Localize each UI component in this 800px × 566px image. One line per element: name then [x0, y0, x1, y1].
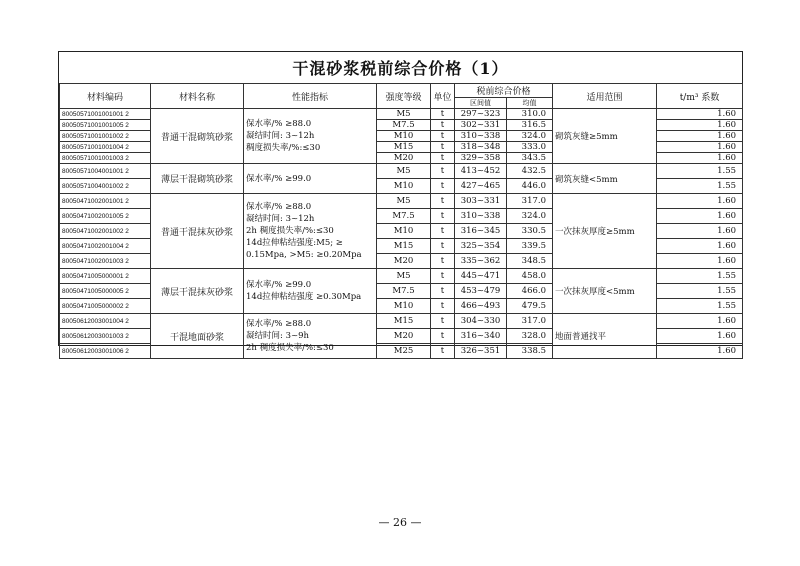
material-code-cell: 80050571001001003 2 [60, 153, 151, 164]
grade-cell: M10 [377, 131, 431, 142]
grade-cell: M7.5 [377, 120, 431, 131]
range-cell: 445~471 [455, 269, 507, 284]
coefficient-cell: 1.60 [657, 194, 743, 209]
material-code-cell: 80050571004001001 2 [60, 164, 151, 179]
table-row [60, 269, 743, 284]
performance-cell: 保水率/% ≥88.0 凝结时间: 3~9h 2h 稠度损失率/%:≤30 [244, 314, 377, 359]
table-row [60, 194, 743, 209]
coefficient-cell: 1.55 [657, 179, 743, 194]
header-grade: 强度等级 [377, 84, 431, 109]
unit-cell: t [431, 239, 455, 254]
grade-cell: M20 [377, 254, 431, 269]
range-cell: 453~479 [455, 284, 507, 299]
coefficient-cell: 1.55 [657, 164, 743, 179]
unit-cell: t [431, 209, 455, 224]
coefficient-cell: 1.60 [657, 239, 743, 254]
grade-cell: M5 [377, 164, 431, 179]
range-cell: 316~340 [455, 329, 507, 344]
material-code-cell: 80050571001001004 2 [60, 142, 151, 153]
material-name-cell: 薄层干混砌筑砂浆 [151, 164, 244, 194]
unit-cell: t [431, 224, 455, 239]
mean-cell: 348.5 [507, 254, 553, 269]
grade-cell: M25 [377, 344, 431, 359]
mean-cell: 432.5 [507, 164, 553, 179]
unit-cell: t [431, 299, 455, 314]
range-cell: 302~331 [455, 120, 507, 131]
coefficient-cell: 1.60 [657, 120, 743, 131]
material-code-cell: 80050471005000001 2 [60, 269, 151, 284]
scope-cell: 砌筑灰缝<5mm [553, 164, 657, 194]
unit-cell: t [431, 194, 455, 209]
header-perf: 性能指标 [244, 84, 377, 109]
range-cell: 326~351 [455, 344, 507, 359]
mean-cell: 324.0 [507, 209, 553, 224]
mean-cell: 466.0 [507, 284, 553, 299]
material-name-cell: 干混地面砂浆 [151, 314, 244, 359]
material-name-cell: 普通干混砌筑砂浆 [151, 109, 244, 164]
coefficient-cell: 1.60 [657, 344, 743, 359]
mean-cell: 458.0 [507, 269, 553, 284]
table-row [60, 164, 743, 179]
unit-cell: t [431, 131, 455, 142]
table-title: 干混砂浆税前综合价格（1） [59, 52, 742, 84]
mean-cell: 339.5 [507, 239, 553, 254]
material-code-cell: 80050471002001004 2 [60, 239, 151, 254]
mean-cell: 338.5 [507, 344, 553, 359]
range-cell: 316~345 [455, 224, 507, 239]
scope-cell: 砌筑灰缝≥5mm [553, 109, 657, 164]
coefficient-cell: 1.60 [657, 153, 743, 164]
unit-cell: t [431, 329, 455, 344]
mean-cell: 310.0 [507, 109, 553, 120]
mean-cell: 446.0 [507, 179, 553, 194]
page-number: — 26 — [378, 516, 422, 529]
range-cell: 310~338 [455, 131, 507, 142]
header-coef: t/m³ 系数 [657, 84, 743, 109]
scope-cell: 一次抹灰厚度<5mm [553, 269, 657, 314]
performance-cell: 保水率/% ≥99.0 [244, 164, 377, 194]
unit-cell: t [431, 109, 455, 120]
header-name: 材料名称 [151, 84, 244, 109]
grade-cell: M20 [377, 329, 431, 344]
grade-cell: M10 [377, 224, 431, 239]
material-name-cell: 薄层干混抹灰砂浆 [151, 269, 244, 314]
material-code-cell: 80050471002001002 2 [60, 224, 151, 239]
coefficient-cell: 1.60 [657, 314, 743, 329]
range-cell: 318~348 [455, 142, 507, 153]
material-code-cell: 80050612003001004 2 [60, 314, 151, 329]
performance-cell: 保水率/% ≥88.0 凝结时间: 3~12h 稠度损失率/%:≤30 [244, 109, 377, 164]
header-unit: 单位 [431, 84, 455, 109]
material-code-cell: 80050471002001001 2 [60, 194, 151, 209]
mean-cell: 330.5 [507, 224, 553, 239]
range-cell: 325~354 [455, 239, 507, 254]
grade-cell: M10 [377, 179, 431, 194]
material-name-cell: 普通干混抹灰砂浆 [151, 194, 244, 269]
mean-cell: 317.0 [507, 314, 553, 329]
material-code-cell: 80050471005000002 2 [60, 299, 151, 314]
material-code-cell: 80050571001001002 2 [60, 131, 151, 142]
material-code-cell: 80050571001001001 2 [60, 109, 151, 120]
range-cell: 304~330 [455, 314, 507, 329]
table-body [60, 109, 743, 359]
header-price: 税前综合价格 [455, 84, 553, 98]
range-cell: 310~338 [455, 209, 507, 224]
mean-cell: 324.0 [507, 131, 553, 142]
header-scope: 适用范围 [553, 84, 657, 109]
price-table [59, 83, 743, 359]
header-range: 区间值 [455, 98, 507, 109]
performance-cell: 保水率/% ≥99.0 14d拉伸粘结强度 ≥0.30Mpa [244, 269, 377, 314]
range-cell: 466~493 [455, 299, 507, 314]
table-row [60, 109, 743, 120]
grade-cell: M10 [377, 299, 431, 314]
grade-cell: M20 [377, 153, 431, 164]
unit-cell: t [431, 142, 455, 153]
performance-cell: 保水率/% ≥88.0 凝结时间: 3~12h 2h 稠度损失率/%:≤30 14d拉伸粘结强度:M5; ≥ 0.15Mpa, >M5: ≥0.20Mpa [244, 194, 377, 269]
material-code-cell: 80050571001001005 2 [60, 120, 151, 131]
coefficient-cell: 1.60 [657, 329, 743, 344]
scope-cell: 一次抹灰厚度≥5mm [553, 194, 657, 269]
coefficient-cell: 1.60 [657, 209, 743, 224]
unit-cell: t [431, 179, 455, 194]
mean-cell: 328.0 [507, 329, 553, 344]
scope-cell: 地面普通找平 [553, 314, 657, 359]
coefficient-cell: 1.60 [657, 109, 743, 120]
range-cell: 413~452 [455, 164, 507, 179]
unit-cell: t [431, 164, 455, 179]
grade-cell: M15 [377, 314, 431, 329]
table-row [60, 314, 743, 329]
material-code-cell: 80050471002001003 2 [60, 254, 151, 269]
unit-cell: t [431, 314, 455, 329]
mean-cell: 317.0 [507, 194, 553, 209]
grade-cell: M15 [377, 142, 431, 153]
coefficient-cell: 1.55 [657, 269, 743, 284]
mean-cell: 316.5 [507, 120, 553, 131]
material-code-cell: 80050471005000005 2 [60, 284, 151, 299]
grade-cell: M5 [377, 194, 431, 209]
unit-cell: t [431, 284, 455, 299]
range-cell: 303~331 [455, 194, 507, 209]
unit-cell: t [431, 254, 455, 269]
range-cell: 427~465 [455, 179, 507, 194]
coefficient-cell: 1.60 [657, 131, 743, 142]
grade-cell: M5 [377, 109, 431, 120]
mean-cell: 479.5 [507, 299, 553, 314]
coefficient-cell: 1.55 [657, 284, 743, 299]
coefficient-cell: 1.60 [657, 254, 743, 269]
grade-cell: M7.5 [377, 284, 431, 299]
coefficient-cell: 1.60 [657, 142, 743, 153]
price-table-frame [58, 51, 743, 356]
material-code-cell: 80050571004001002 2 [60, 179, 151, 194]
range-cell: 329~358 [455, 153, 507, 164]
unit-cell: t [431, 344, 455, 359]
header-mean: 均值 [507, 98, 553, 109]
mean-cell: 333.0 [507, 142, 553, 153]
material-code-cell: 80050471002001005 2 [60, 209, 151, 224]
range-cell: 297~323 [455, 109, 507, 120]
unit-cell: t [431, 269, 455, 284]
material-code-cell: 80050612003001006 2 [60, 344, 151, 359]
grade-cell: M15 [377, 239, 431, 254]
grade-cell: M7.5 [377, 209, 431, 224]
header-code: 材料编码 [60, 84, 151, 109]
unit-cell: t [431, 153, 455, 164]
coefficient-cell: 1.55 [657, 299, 743, 314]
range-cell: 335~362 [455, 254, 507, 269]
unit-cell: t [431, 120, 455, 131]
coefficient-cell: 1.60 [657, 224, 743, 239]
material-code-cell: 80050612003001003 2 [60, 329, 151, 344]
mean-cell: 343.5 [507, 153, 553, 164]
grade-cell: M5 [377, 269, 431, 284]
